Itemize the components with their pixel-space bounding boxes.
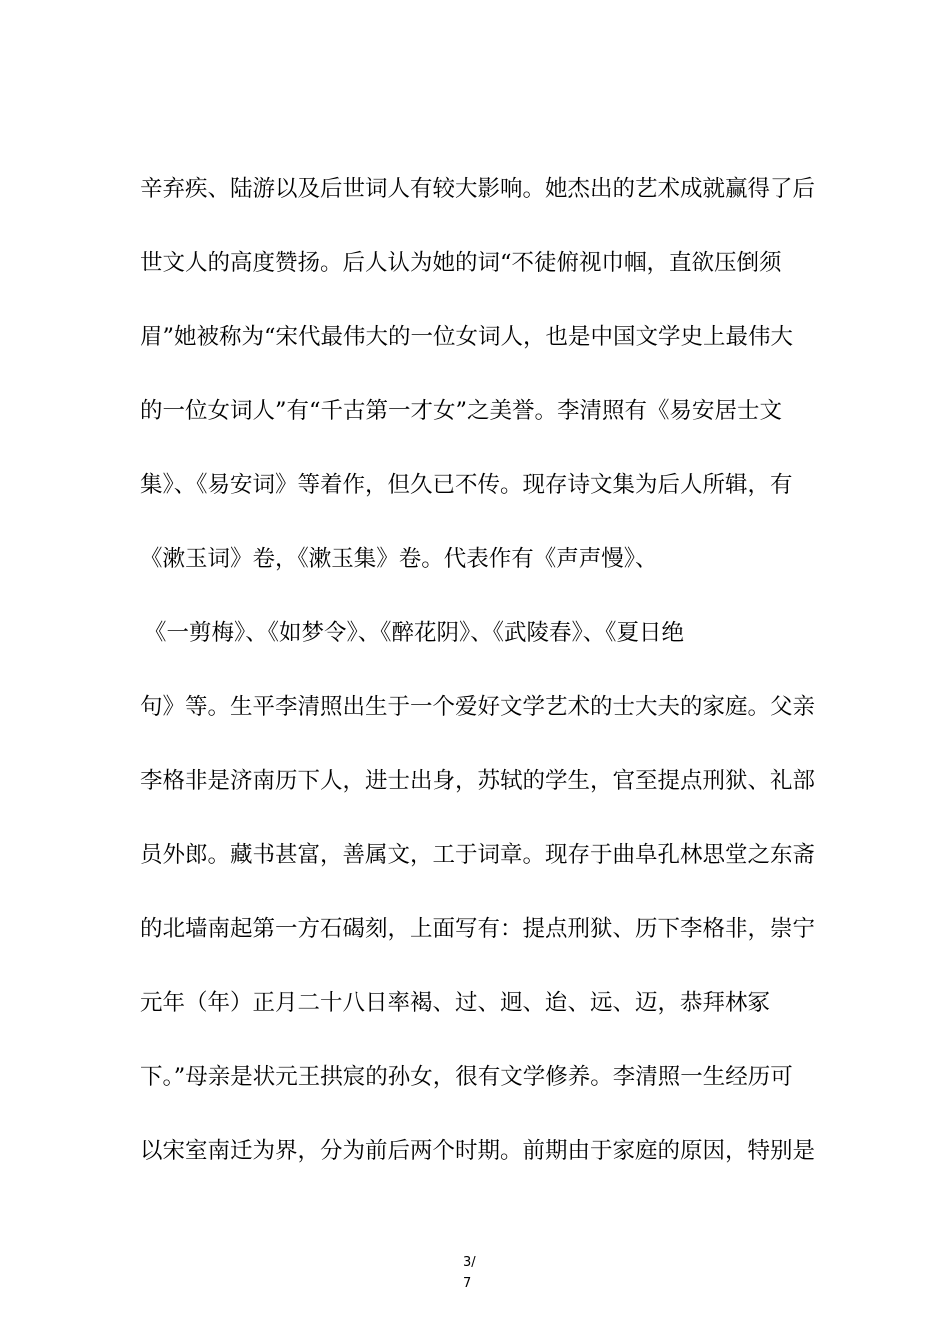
text-line: 集》、《易安词》等着作，但久已不传。现存诗文集为后人所辑，有 (140, 472, 793, 498)
page-number-total: 7 (463, 1276, 472, 1291)
page-number (463, 1252, 493, 1294)
page-number-current: 3/ (463, 1255, 476, 1270)
text-line: 句》等。生平李清照出生于一个爱好文学艺术的士大夫的家庭。父亲 (140, 694, 816, 720)
text-line: 的北墙南起第一方石碣刻，上面写有：提点刑狱、历下李格非，崇宁 (140, 916, 816, 942)
text-line: 《漱玉词》卷，《漱玉集》卷。代表作有《声声慢》、 (140, 546, 658, 572)
text-line: 《一剪梅》、《如梦令》、《醉花阴》、《武陵春》、《夏日绝 (144, 620, 685, 646)
text-line: 辛弃疾、陆游以及后世词人有较大影响。她杰出的艺术成就赢得了后 (140, 176, 816, 202)
text-line: 员外郎。藏书甚富，善属文，工于词章。现存于曲阜孔林思堂之东斋 (140, 842, 816, 868)
text-line: 世文人的高度赞扬。后人认为她的词“不徒俯视巾帼，直欲压倒须 (140, 250, 782, 276)
text-line: 以宋室南迁为界，分为前后两个时期。前期由于家庭的原因，特别是 (140, 1138, 816, 1164)
text-line: 李格非是济南历下人，进士出身，苏轼的学生，官至提点刑狱、礼部 (140, 768, 816, 794)
text-line: 眉”她被称为“宋代最伟大的一位女词人，也是中国文学史上最伟大 (140, 324, 794, 350)
text-line: 元年（年）正月二十八日率褐、过、迥、迨、远、迈，恭拜林冢 (140, 990, 771, 1016)
body-text (140, 166, 830, 1202)
text-line: 的一位女词人”有“千古第一才女”之美誉。李清照有《易安居士文 (140, 398, 783, 424)
text-line: 下。”母亲是状元王拱宸的孙女，很有文学修养。李清照一生经历可 (140, 1064, 793, 1090)
